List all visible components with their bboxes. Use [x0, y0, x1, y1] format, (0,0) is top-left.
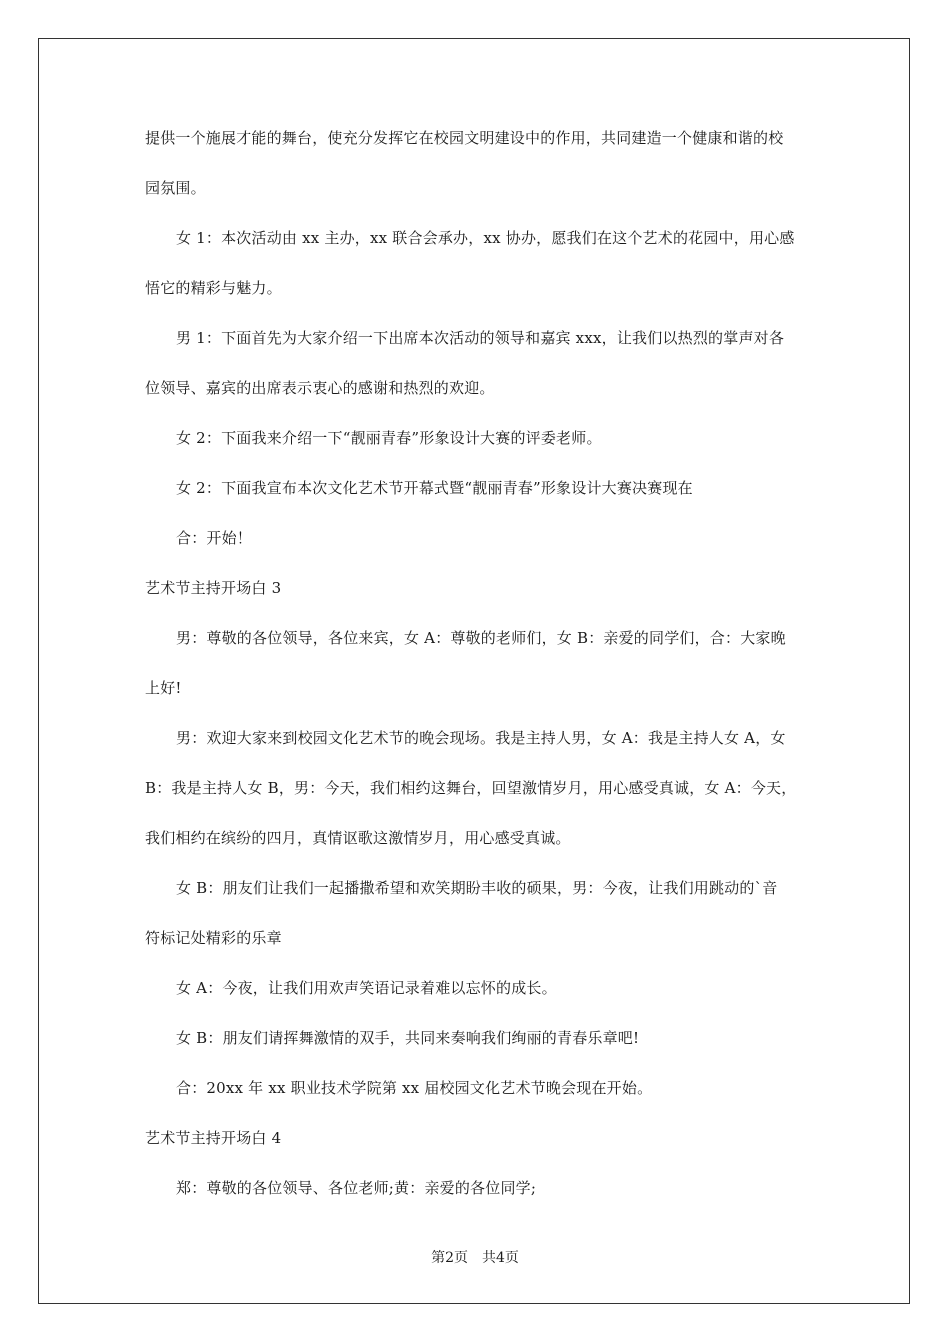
paragraph-line: 女 A：今夜，让我们用欢声笑语记录着难以忘怀的成长。	[176, 979, 557, 997]
paragraph-line: 男：尊敬的各位领导，各位来宾，女 A：尊敬的老师们，女 B：亲爱的同学们，合：大家晚	[176, 629, 786, 647]
paragraph-line: 合：开始！	[176, 529, 253, 547]
paragraph-line: 上好!	[145, 679, 182, 697]
paragraph-line: 男 1：下面首先为大家介绍一下出席本次活动的领导和嘉宾 xxx，让我们以热烈的掌声对各	[176, 329, 785, 347]
section-heading: 艺术节主持开场白 4	[145, 1129, 282, 1147]
paragraph-line: 园氛围。	[145, 179, 206, 197]
paragraph-line: 位领导、嘉宾的出席表示衷心的感谢和热烈的欢迎。	[145, 379, 495, 397]
section-heading: 艺术节主持开场白 3	[145, 579, 282, 597]
paragraph-line: B：我是主持人女 B，男：今天，我们相约这舞台，回望激情岁月，用心感受真诚，女 A：今天，	[145, 779, 797, 797]
paragraph-line: 女 B：朋友们请挥舞激情的双手，共同来奏响我们绚丽的青春乐章吧!	[176, 1029, 640, 1047]
paragraph-line: 悟它的精彩与魅力。	[145, 279, 282, 297]
page-number-footer: 第2页 共4页	[431, 1250, 519, 1266]
paragraph-line: 女 1：本次活动由 xx 主办，xx 联合会承办，xx 协办，愿我们在这个艺术的花园中，用心感	[176, 229, 795, 247]
paragraph-line: 符标记处精彩的乐章	[145, 929, 282, 947]
paragraph-line: 提供一个施展才能的舞台，使充分发挥它在校园文明建设中的作用，共同建造一个健康和谐的校	[145, 129, 784, 147]
paragraph-line: 女 2：下面我来介绍一下“靓丽青春”形象设计大赛的评委老师。	[176, 429, 602, 447]
paragraph-line: 合：20xx 年 xx 职业技术学院第 xx 届校园文化艺术节晚会现在开始。	[176, 1079, 653, 1097]
paragraph-line: 我们相约在缤纷的四月，真情讴歌这激情岁月，用心感受真诚。	[145, 829, 571, 847]
paragraph-line: 女 B：朋友们让我们一起播撒希望和欢笑期盼丰收的硕果，男：今夜，让我们用跳动的`音	[176, 879, 778, 897]
paragraph-line: 郑：尊敬的各位领导、各位老师;黄：亲爱的各位同学;	[176, 1179, 537, 1197]
paragraph-line: 男：欢迎大家来到校园文化艺术节的晚会现场。我是主持人男，女 A：我是主持人女 A，女	[176, 729, 786, 747]
paragraph-line: 女 2：下面我宣布本次文化艺术节开幕式暨“靓丽青春”形象设计大赛决赛现在	[176, 479, 693, 497]
